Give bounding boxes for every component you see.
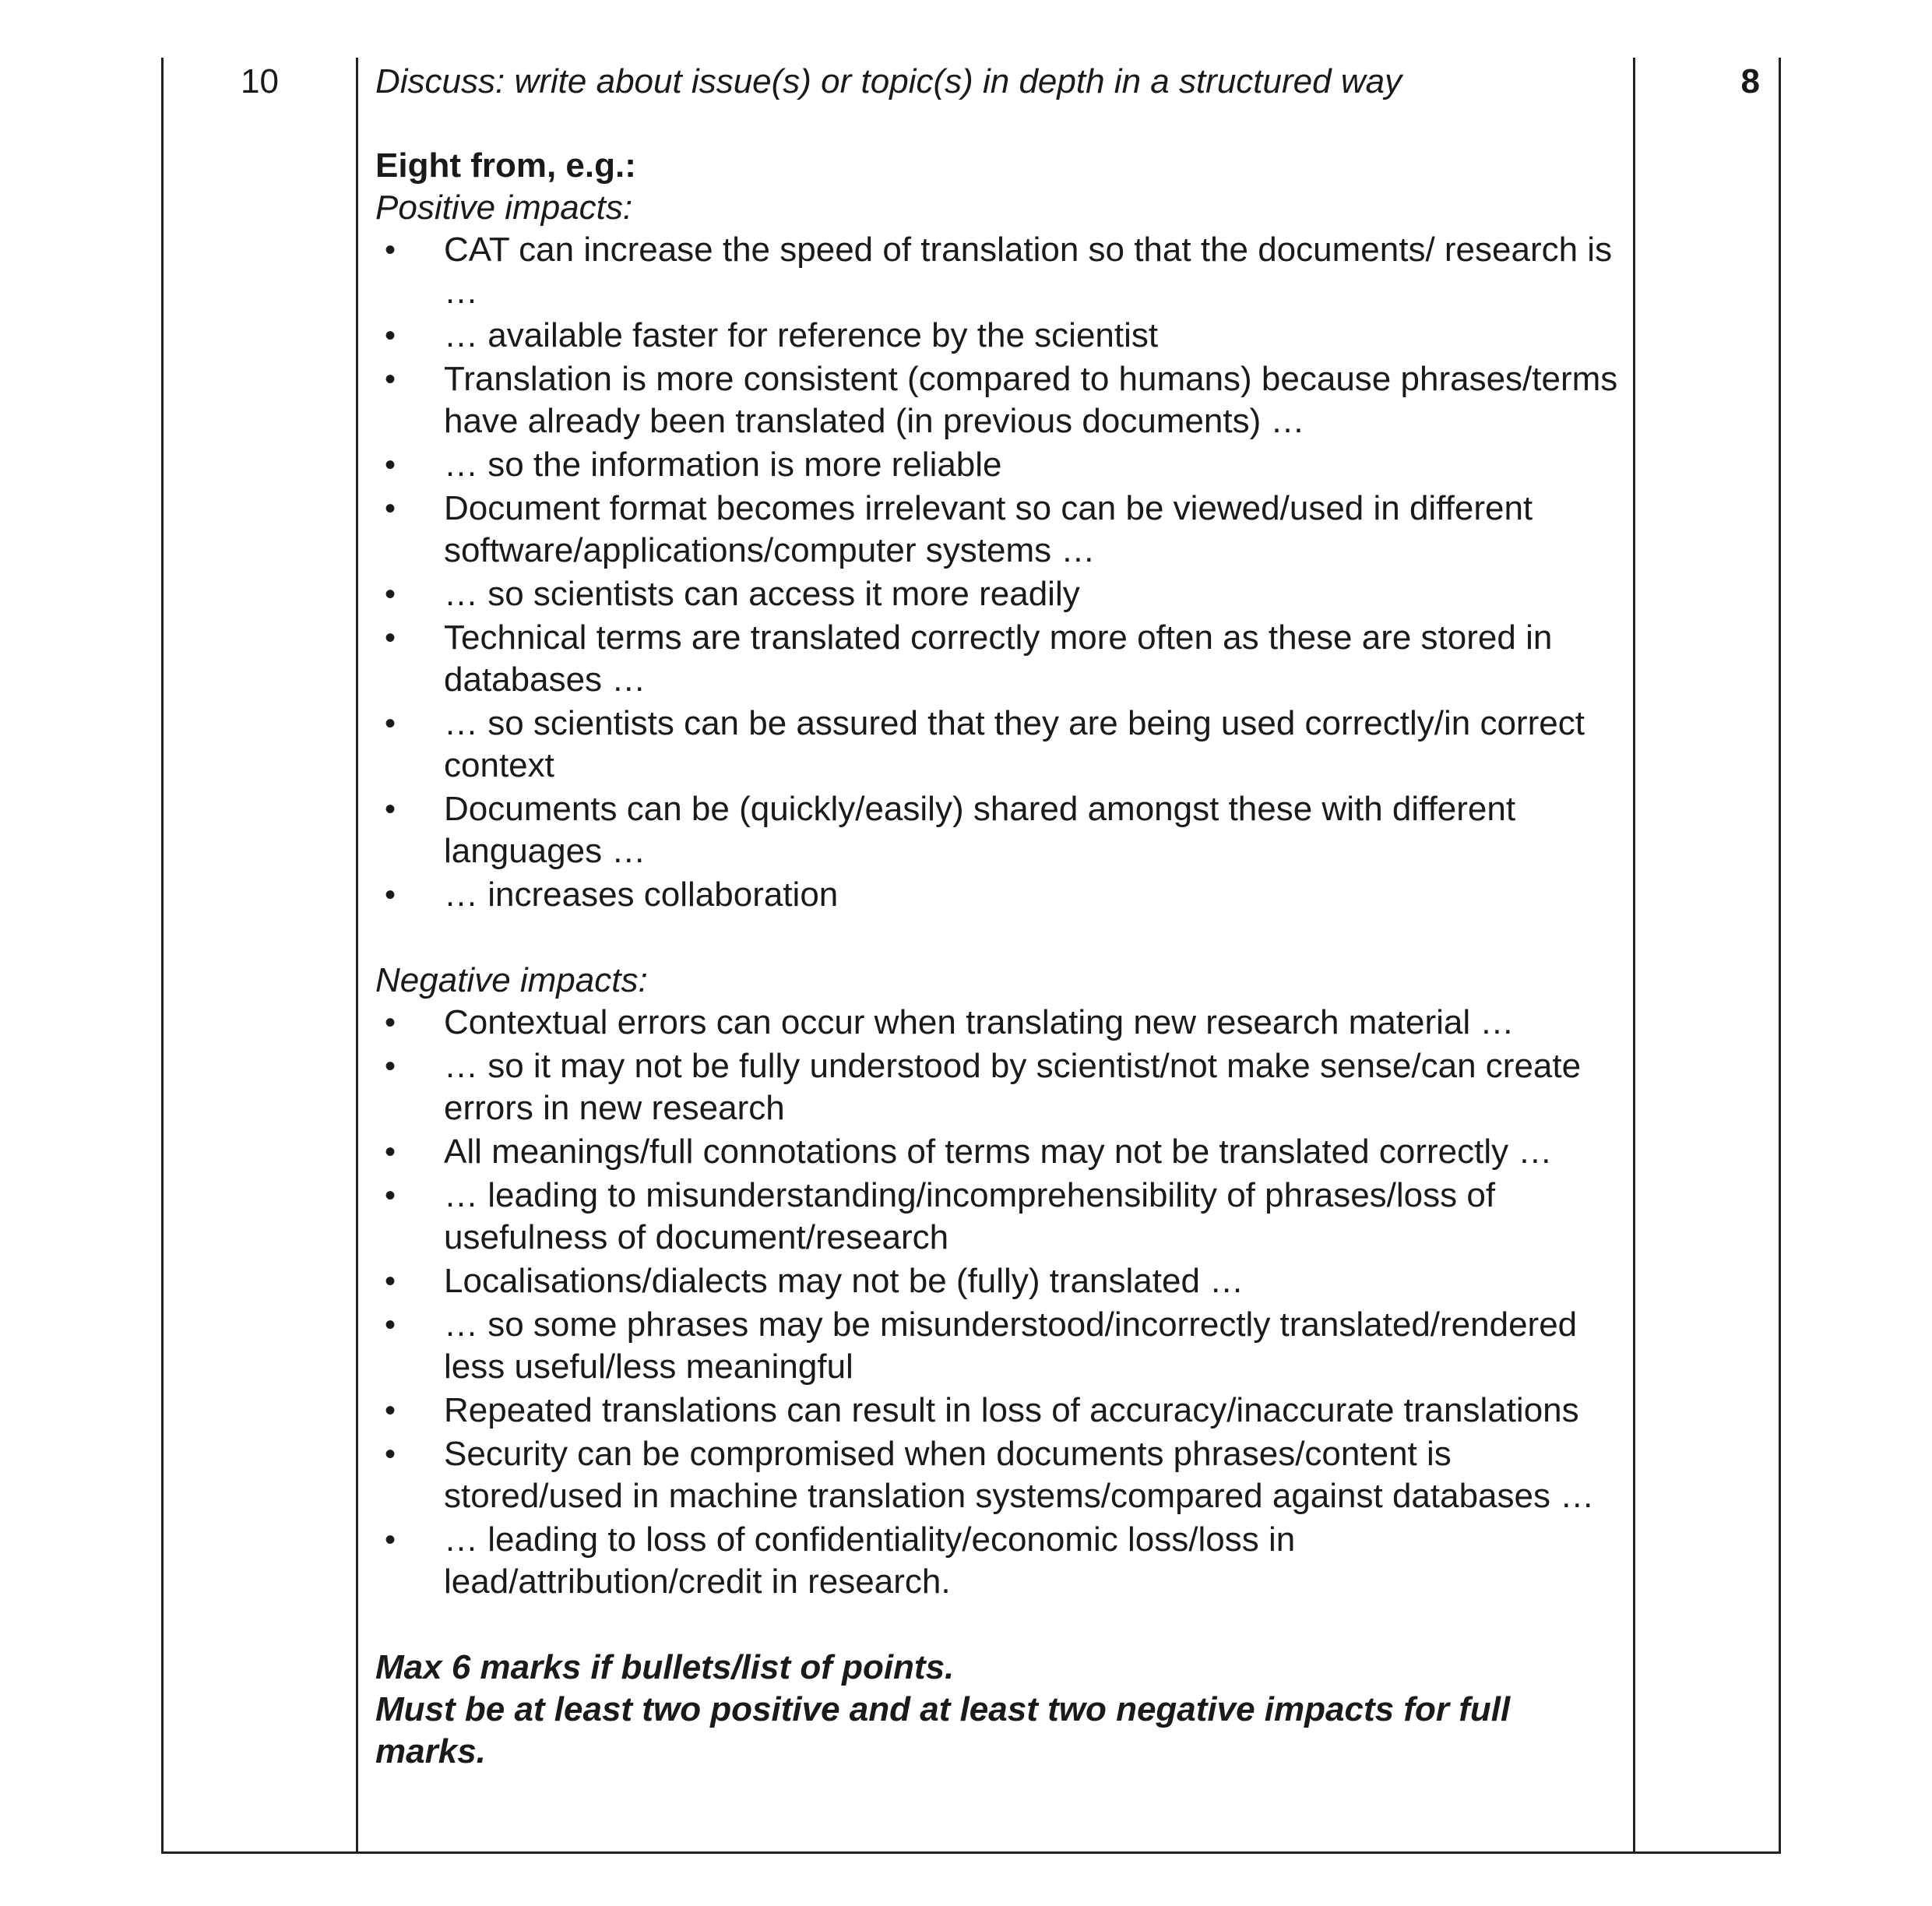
answer-cell xyxy=(375,61,1621,1773)
bullet-icon: • xyxy=(385,1308,396,1342)
list-item-text: Security can be compromised when documents phrases/content is stored/used in machine translation systems/compared against databases … xyxy=(444,1435,1595,1515)
bullet-icon: • xyxy=(385,1049,396,1083)
list-item xyxy=(375,1519,1621,1603)
mark-scheme-table xyxy=(161,58,1781,1854)
bullet-icon: • xyxy=(385,1178,396,1213)
list-item-text: Translation is more consistent (compared to humans) because phrases/terms have already been translated (in previous documents) … xyxy=(444,360,1618,440)
list-item-text: … so scientists can be assured that they are being used correctly/in correct context xyxy=(444,704,1585,784)
list-item xyxy=(375,229,1621,313)
lead-in-text: Eight from, e.g.: xyxy=(375,146,636,185)
list-item-text: … available faster for reference by the scientist xyxy=(444,316,1159,354)
list-item-text: … so the information is more reliable xyxy=(444,446,1002,484)
list-item-text: … increases collaboration xyxy=(444,875,839,914)
bullet-icon: • xyxy=(385,233,396,267)
bullet-icon: • xyxy=(385,621,396,655)
list-item xyxy=(375,1390,1621,1432)
positive-points-list xyxy=(375,229,1621,916)
list-item-text: … so it may not be fully understood by scientist/not make sense/can create errors in new research xyxy=(444,1047,1582,1127)
bullet-icon: • xyxy=(385,319,396,353)
bullet-icon: • xyxy=(385,792,396,826)
list-item xyxy=(375,1131,1621,1173)
list-item xyxy=(375,358,1621,442)
guidance-max-marks: Max 6 marks if bullets/list of points. xyxy=(375,1648,955,1686)
column-divider xyxy=(356,58,358,1851)
list-item xyxy=(375,573,1621,615)
list-item xyxy=(375,1304,1621,1388)
list-item xyxy=(375,1175,1621,1259)
bullet-icon: • xyxy=(385,1393,396,1428)
guidance-full-marks: Must be at least two positive and at least two negative impacts for full marks. xyxy=(375,1690,1511,1770)
list-item xyxy=(375,315,1621,357)
list-item-text: … leading to loss of confidentiality/economic loss/loss in lead/attribution/credit in research. xyxy=(444,1520,1296,1601)
bullet-icon: • xyxy=(385,1523,396,1557)
list-item-text: All meanings/full connotations of terms may not be translated correctly … xyxy=(444,1133,1553,1171)
list-item-text: … leading to misunderstanding/incomprehensibility of phrases/loss of usefulness of document/research xyxy=(444,1176,1496,1256)
list-item-text: Repeated translations can result in loss of accuracy/inaccurate translations xyxy=(444,1391,1579,1429)
list-item-text: Documents can be (quickly/easily) shared amongst these with different languages … xyxy=(444,790,1516,870)
list-item xyxy=(375,703,1621,787)
bullet-icon: • xyxy=(385,1264,396,1298)
column-divider xyxy=(1633,58,1635,1851)
list-item xyxy=(375,1260,1621,1302)
list-item-text: Technical terms are translated correctly more often as these are stored in databases … xyxy=(444,618,1553,699)
instruction-text: Discuss: write about issue(s) or topic(s) in depth in a structured way xyxy=(375,62,1402,100)
list-item-text: Document format becomes irrelevant so can be viewed/used in different software/applications/computer systems … xyxy=(444,489,1533,569)
list-item xyxy=(375,444,1621,486)
bullet-icon: • xyxy=(385,362,396,396)
list-item xyxy=(375,1045,1621,1129)
marks-value: 8 xyxy=(1740,62,1760,100)
list-item xyxy=(375,874,1621,916)
bullet-icon: • xyxy=(385,706,396,741)
list-item xyxy=(375,1002,1621,1044)
positive-heading: Positive impacts: xyxy=(375,188,633,227)
bullet-icon: • xyxy=(385,1006,396,1040)
list-item xyxy=(375,788,1621,872)
bullet-icon: • xyxy=(385,1437,396,1471)
bullet-icon: • xyxy=(385,491,396,526)
bullet-icon: • xyxy=(385,878,396,912)
negative-points-list xyxy=(375,1002,1621,1603)
bullet-icon: • xyxy=(385,1135,396,1169)
list-item-text: Localisations/dialects may not be (fully) translated … xyxy=(444,1262,1244,1300)
list-item xyxy=(375,488,1621,572)
list-item-text: Contextual errors can occur when translating new research material … xyxy=(444,1003,1515,1041)
negative-heading: Negative impacts: xyxy=(375,961,648,999)
list-item-text: … so scientists can access it more readily xyxy=(444,575,1080,613)
question-number: 10 xyxy=(241,62,279,100)
bullet-icon: • xyxy=(385,448,396,482)
list-item xyxy=(375,1433,1621,1517)
list-item-text: CAT can increase the speed of translation so that the documents/ research is … xyxy=(444,231,1613,311)
list-item-text: … so some phrases may be misunderstood/incorrectly translated/rendered less useful/less meaningful xyxy=(444,1305,1578,1386)
bullet-icon: • xyxy=(385,577,396,611)
list-item xyxy=(375,617,1621,701)
